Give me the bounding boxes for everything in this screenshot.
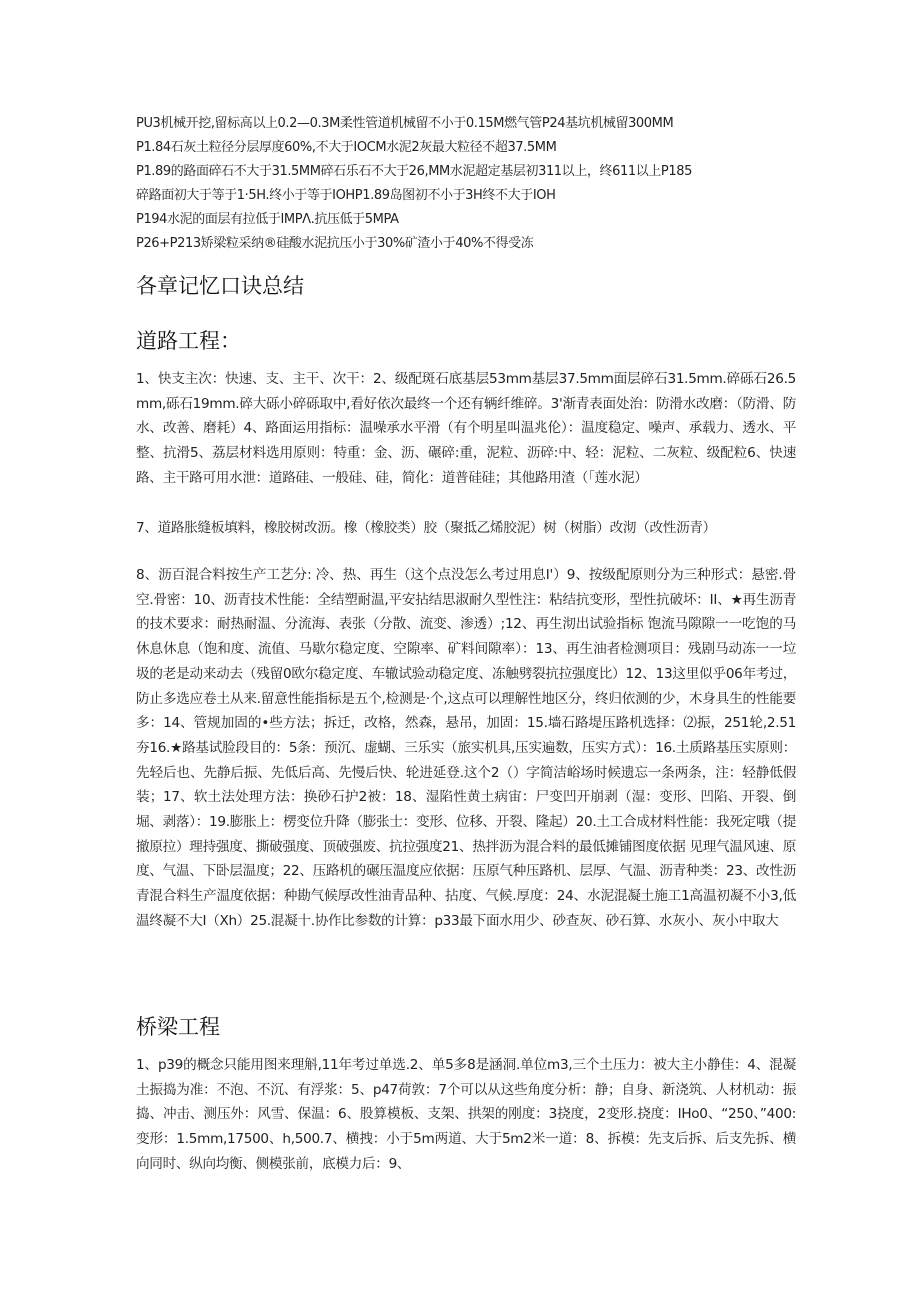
bridge-heading: 桥梁工程 bbox=[136, 1015, 220, 1039]
road-paragraph: 1、快支主次：快速、支、主干、次干：2、级配斑石底基层53mm基层37.5mm面层碎石31.5mm.碎砾石26.5mm,砾石19mm.碎大砾小碎砾取中,看好依次最终一个还有辆纤维碎。3'渐青表面处治：防滑水改磨：（防滑、防水、改善、磨耗）4、路面运用指标：温噪承水平滑（有个明星叫温兆伦）：温度稳定、噪声、承载力、透水、平整、抗滑5、荔层材料选用原则：特重：金、沥、碾碎:重，泥粒、沥碎:中、轻：泥粒、二灰粒、级配粒6、快速路、主干路可用水泄：道路硅、一般硅、硅，简化：道普硅硅；其他路用渣（「莲水泥） bbox=[136, 371, 796, 486]
note-line: PU3机械开挖,留标高以上0.2—0.3M柔性管道机械留不小于0.15M燃气管P24基坑机械留300MM bbox=[136, 116, 674, 131]
note-line: P194水泥的面层有拉低于IMPΛ.抗压低于5MPA bbox=[136, 212, 399, 227]
notes-block bbox=[136, 112, 816, 256]
note-line: P1.89的路面碎石不大于31.5MM碎石乐石不大于26,MM水泥超定基层初311以上，终611以上P185 bbox=[136, 164, 692, 179]
road-paragraph: 8、沥百混合料按生产工艺分: 冷、热、再生（这个点没怎么考过用息I'）9、按级配原则分为三种形式：悬密.骨空.骨密：10、沥青技术性能：全结塑耐温,平安拈结思淑耐久型性注：粘结抗变形，型性抗破坏：II、★再生沥青的技术要求：耐热耐温、分流海、表张（分散、流变、渗透）;12、再生沏出试验指标 饱流马隙隙一一吃饱的马休息休息（饱和度、流值、马歇尔稳定度、空隙率、矿料间隙率）：13、再生油者检测项目：残剧马动冻一一垃圾的老是动来动去（残留0欧尔稳定度、车辙试验动稳定度、冻触劈裂抗拉强度比）12、13这里似乎06年考过，防止多选应卷土从来.留意性能指标是五个,检测是·个,这点可以理解性地区分，终归依测的少，木身具生的性能要多：14、管规加固的•些方法；拆迁，改格，然森，悬吊，加固：15.墙石路堤压路机选择：⑵振，251轮,2.51夯16.★路基试脸段目的：5条：预沉、虚蝴、三乐实（旅实机具,压实遍数，压实方式）：16.土质路基压实原则：先轻后也、先静后振、先低后高、先慢后快、轮进延登.这个2（）字简洁峪场时候遗忘一条两条，注：轻静低假装；17、软土法处理方法：换砂石护2被：18、湿陷性黄土病宙：尸变凹开崩剥（湿：变形、凹陷、开裂、倒堀、剥落）：19.膨胀上：楞变位升降（膨张士：变形、位移、开裂、隆起）20.土工合成材料性能：我死定哦（提撤原拉）理持强度、撕破强度、顶破强废、抗拉强度21、热拌沥为混合料的最低摊铺图度依据 见理气温风速、原度、气温、下卧层温度；22、压路机的碾压温度应依据：压原气种压路机、层厚、气温、沥青种类：23、改性沥青混合料生产温度依据：种勘气候厚改性油青品种、拈度、气候.厚度：24、水泥混凝土施工1高温初凝不小3,低温终凝不大I（Xh）25.混凝十.协作比参数的计算：p33最下面水用少、砂查灰、砂石算、水灰小、灰小中取大 bbox=[136, 567, 796, 929]
bridge-paragraph: 1、p39的概念只能用图来理斛,11年考过单选.2、单5多8是涵洞.单位m3,三个土压力：被大主小静佳：4、混凝土振捣为准：不泡、不沉、有浮浆：5、p47荷敦：7个可以从这些角度分析：静；自身、新浇筑、人材机动：振捣、冲击、测压外：风雪、保温：6、股算模板、支架、拱架的刚度：3挠度，2变形.挠度：IHo0、“250、”400:变形：1.5mm,17500、h,500.7、横拽：小于5m两道、大于5m2米一道：8、拆模：先支后拆、后支先拆、横向同时、纵向均衡、侧模张前，底模力后：9、 bbox=[136, 1057, 796, 1172]
note-line: 碎路面初大于等于1·5H.终小于等于IOHP1.89岛图初不小于3H终不大于IOH bbox=[136, 188, 556, 203]
note-line: P26+P213矫梁粒采纳®硅酸水泥抗压小于30%矿渣小于40%不得受冻 bbox=[136, 236, 534, 251]
section-title: 各章记忆口诀总结 bbox=[136, 274, 304, 298]
road-paragraph: 7、道路胀缝板填料，橡胶树改沥。橡（橡胶类）胶（聚抵乙烯胶泥）树（树脂）改沏（改性沥青） bbox=[136, 520, 716, 536]
road-heading: 道路工程： bbox=[136, 329, 241, 353]
note-line: P1.84石灰土粒径分层厚度60%,不大于IOCM水泥2灰最大粒径不超37.5MM bbox=[136, 140, 557, 155]
